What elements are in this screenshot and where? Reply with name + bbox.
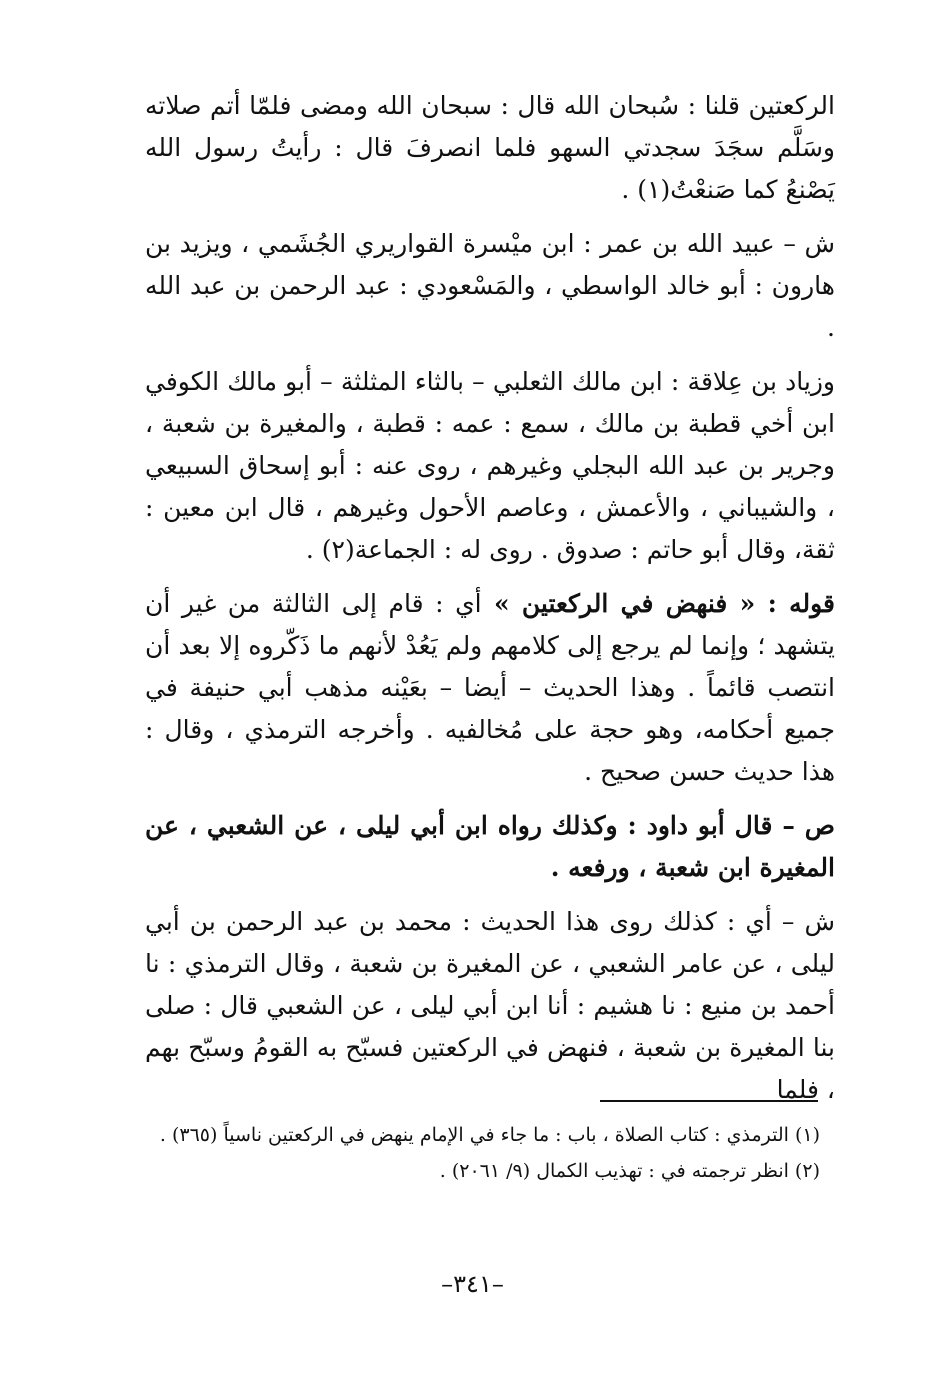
paragraph-6 [145,901,835,1111]
paragraph-1 [145,85,835,211]
paragraph-4 [145,583,835,793]
paragraph-3-text: وزياد بن عِلاقة : ابن مالك الثعلبي – بالثاء المثلثة – أبو مالك الكوفي ابن أخي قطبة بن مالك ، سمع : عمه : قطبة ، والمغيرة بن شعبة ، وجرير بن عبد الله البجلي وغيرهم ، روى عنه : أبو إسحاق السبيعي ، والشيباني ، والأعمش ، وعاصم الأحول وغيرهم ، قال ابن معين : ثقة، وقال أبو حاتم : صدوق . روى له : الجماعة(٢) . [145,367,835,564]
paragraph-4-text: أي : قام إلى الثالثة من غير أن يتشهد ؛ وإنما لم يرجع إلى كلامهم ولم يَعُدْ لأنهم ما ذَكّروه إلا بعد أن انتصب قائماً . وهذا الحديث – أيضا – بعَيْنه مذهب أبي حنيفة في جميع أحكامه، وهو حجة على مُخالفيه . وأخرجه الترمذي ، وقال : هذا حديث حسن صحيح . [145,589,835,786]
page-number: –٣٤١– [441,1270,504,1298]
paragraph-5 [145,805,835,889]
paragraph-2-text: ش – عبيد الله بن عمر : ابن ميْسرة القواريري الجُشَمي ، ويزيد بن هارون : أبو خالد الواسطي ، والمَسْعودي : عبد الرحمن بن عبد الله . [145,229,835,342]
footnotes [140,1118,820,1190]
footnote-1: (١) الترمذي : كتاب الصلاة ، باب : ما جاء في الإمام ينهض في الركعتين ناسياً (٣٦٥) . [159,1124,820,1146]
footnote-2: (٢) انظر ترجمته في : تهذيب الكمال (٩/ ٢٠٦١) . [439,1160,820,1182]
main-text [145,85,835,1123]
paragraph-4-lead: قوله : « فنهض في الركعتين » [481,589,835,618]
paragraph-1-text: الركعتين قلنا : سُبحان الله قال : سبحان الله ومضى فلمّا أتم صلاته وسَلَّم سجَدَ سجدتي السهو فلما انصرفَ قال : رأيتُ رسول الله يَصْنعُ كما صَنعْتُ(١) . [145,91,835,204]
footnote-separator [600,1100,818,1102]
paragraph-6-text: ش – أي : كذلك روى هذا الحديث : محمد بن عبد الرحمن بن أبي ليلى ، عن عامر الشعبي ، عن المغيرة بن شعبة ، وقال الترمذي : نا أحمد بن منيع : نا هشيم : أنا ابن أبي ليلى ، عن الشعبي قال : صلى بنا المغيرة بن شعبة ، فنهض في الركعتين فسبّح به القومُ وسبّح بهم ، فلما [145,907,835,1104]
paragraph-5-lead: ص – قال أبو داود : وكذلك رواه ابن أبي ليلى ، عن الشعبي ، عن المغيرة ابن شعبة ، ورفعه . [145,811,835,882]
paragraph-2 [145,223,835,349]
paragraph-3 [145,361,835,571]
